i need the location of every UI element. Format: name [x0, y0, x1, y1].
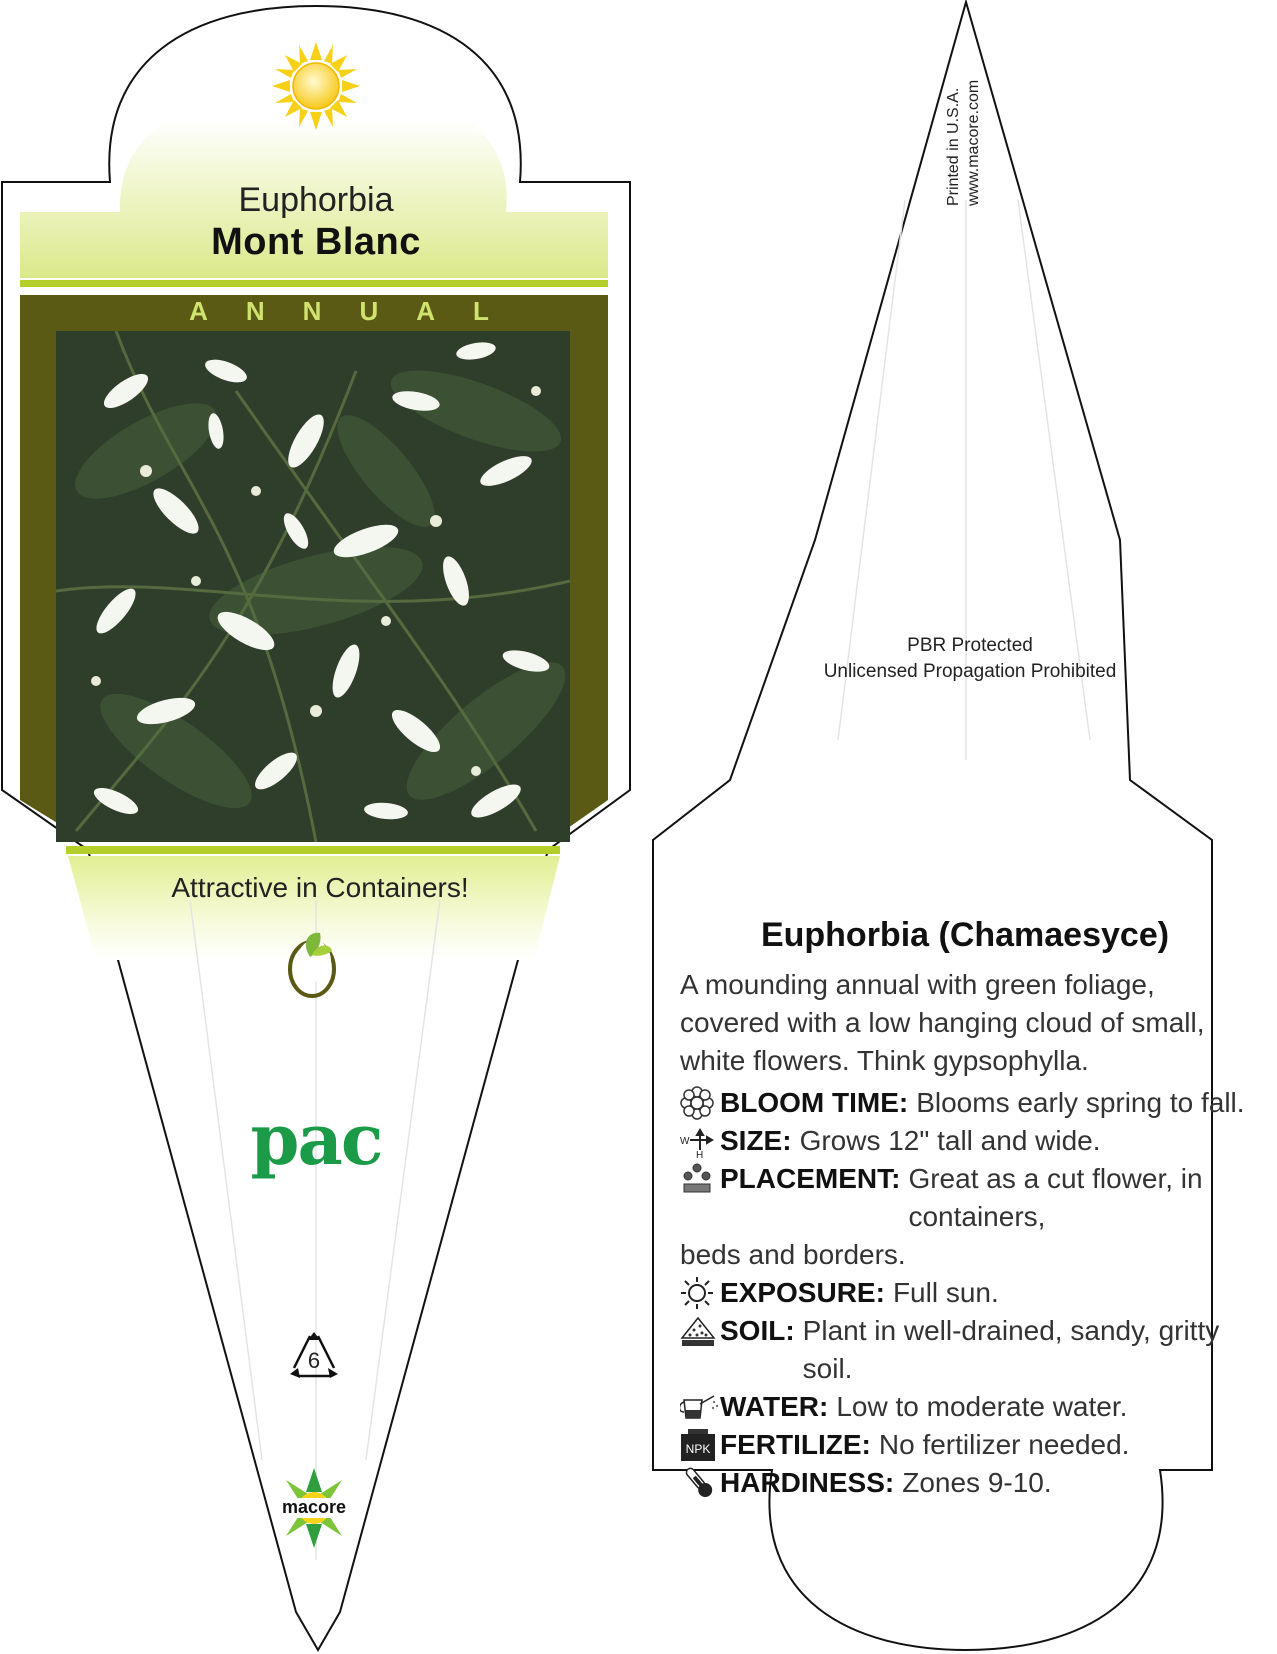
- thermometer-icon: [680, 1464, 720, 1502]
- website: www.macore.com: [965, 79, 982, 206]
- printed-in: Printed in U.S.A.: [945, 87, 962, 206]
- printed-info: [944, 80, 984, 206]
- size-arrows-icon: [680, 1122, 720, 1160]
- care-row-water: [680, 1388, 1260, 1426]
- care-text: No fertilizer needed.: [878, 1429, 1130, 1460]
- tagline: Attractive in Containers!: [171, 872, 469, 903]
- care-instructions: [680, 1084, 1260, 1502]
- care-label: WATER:: [720, 1391, 829, 1422]
- care-row-fertilize: [680, 1426, 1260, 1464]
- plant-genus: Euphorbia: [238, 181, 394, 219]
- recycle-icon: [286, 1328, 342, 1384]
- macore-logo: [270, 1467, 358, 1549]
- care-text: Low to moderate water.: [836, 1391, 1128, 1422]
- care-label: SIZE:: [720, 1125, 792, 1156]
- sun-outline-icon: [680, 1274, 720, 1312]
- care-text: Great as a cut flower, in containers,: [908, 1163, 1203, 1232]
- front-header-stripe: [20, 280, 608, 287]
- care-row-placement: [680, 1160, 1260, 1274]
- pbr-notice: [760, 633, 1180, 684]
- pbr-line-1: PBR Protected: [907, 635, 1033, 656]
- plant-photo: [56, 331, 570, 842]
- category-label: ANNUAL: [189, 296, 527, 326]
- flower-photo-illustration: [56, 331, 570, 842]
- npk-icon: [680, 1426, 720, 1464]
- brand-logo: pac: [250, 1098, 382, 1181]
- back-heading: Euphorbia (Chamaesyce): [760, 916, 1170, 954]
- care-label: SOIL:: [720, 1315, 795, 1346]
- care-row-bloom-time: [680, 1084, 1260, 1122]
- plant-variety: Mont Blanc: [211, 221, 421, 264]
- placement-icon: [680, 1160, 720, 1198]
- care-text: Full sun.: [892, 1277, 999, 1308]
- care-row-soil: [680, 1312, 1260, 1388]
- care-text: Zones 9-10.: [902, 1467, 1052, 1498]
- sun-icon: [272, 42, 360, 130]
- recycle-number: 6: [307, 1348, 321, 1373]
- svg-text:NPK: NPK: [685, 1442, 711, 1456]
- care-label: FERTILIZE:: [720, 1429, 871, 1460]
- care-label: BLOOM TIME:: [720, 1087, 909, 1118]
- front-lower-stripe: [66, 846, 560, 854]
- care-text: Grows 12" tall and wide.: [799, 1125, 1101, 1156]
- pbr-line-2: Unlicensed Propagation Prohibited: [823, 660, 1117, 682]
- care-row-hardiness: [680, 1464, 1260, 1502]
- care-label: EXPOSURE:: [720, 1277, 885, 1308]
- care-text-continued: beds and borders.: [680, 1239, 906, 1270]
- watering-can-icon: [680, 1388, 720, 1426]
- svg-text:W: W: [680, 1136, 690, 1147]
- care-label: HARDINESS:: [720, 1467, 895, 1498]
- svg-text:H: H: [696, 1150, 704, 1158]
- care-label: PLACEMENT:: [720, 1163, 901, 1194]
- care-text: Blooms early spring to fall.: [916, 1087, 1245, 1118]
- soil-icon: [680, 1312, 720, 1350]
- front-title: [20, 180, 612, 265]
- care-row-exposure: [680, 1274, 1260, 1312]
- care-text: Plant in well-drained, sandy, gritty soil.: [802, 1315, 1220, 1384]
- plant-description: A mounding annual with green foliage, covered with a low hanging cloud of small, white flowers. Think gypsophylla.: [680, 969, 1205, 1076]
- macore-wordmark: macore: [281, 1497, 347, 1517]
- flower-icon: [680, 1084, 720, 1122]
- care-row-size: [680, 1122, 1260, 1160]
